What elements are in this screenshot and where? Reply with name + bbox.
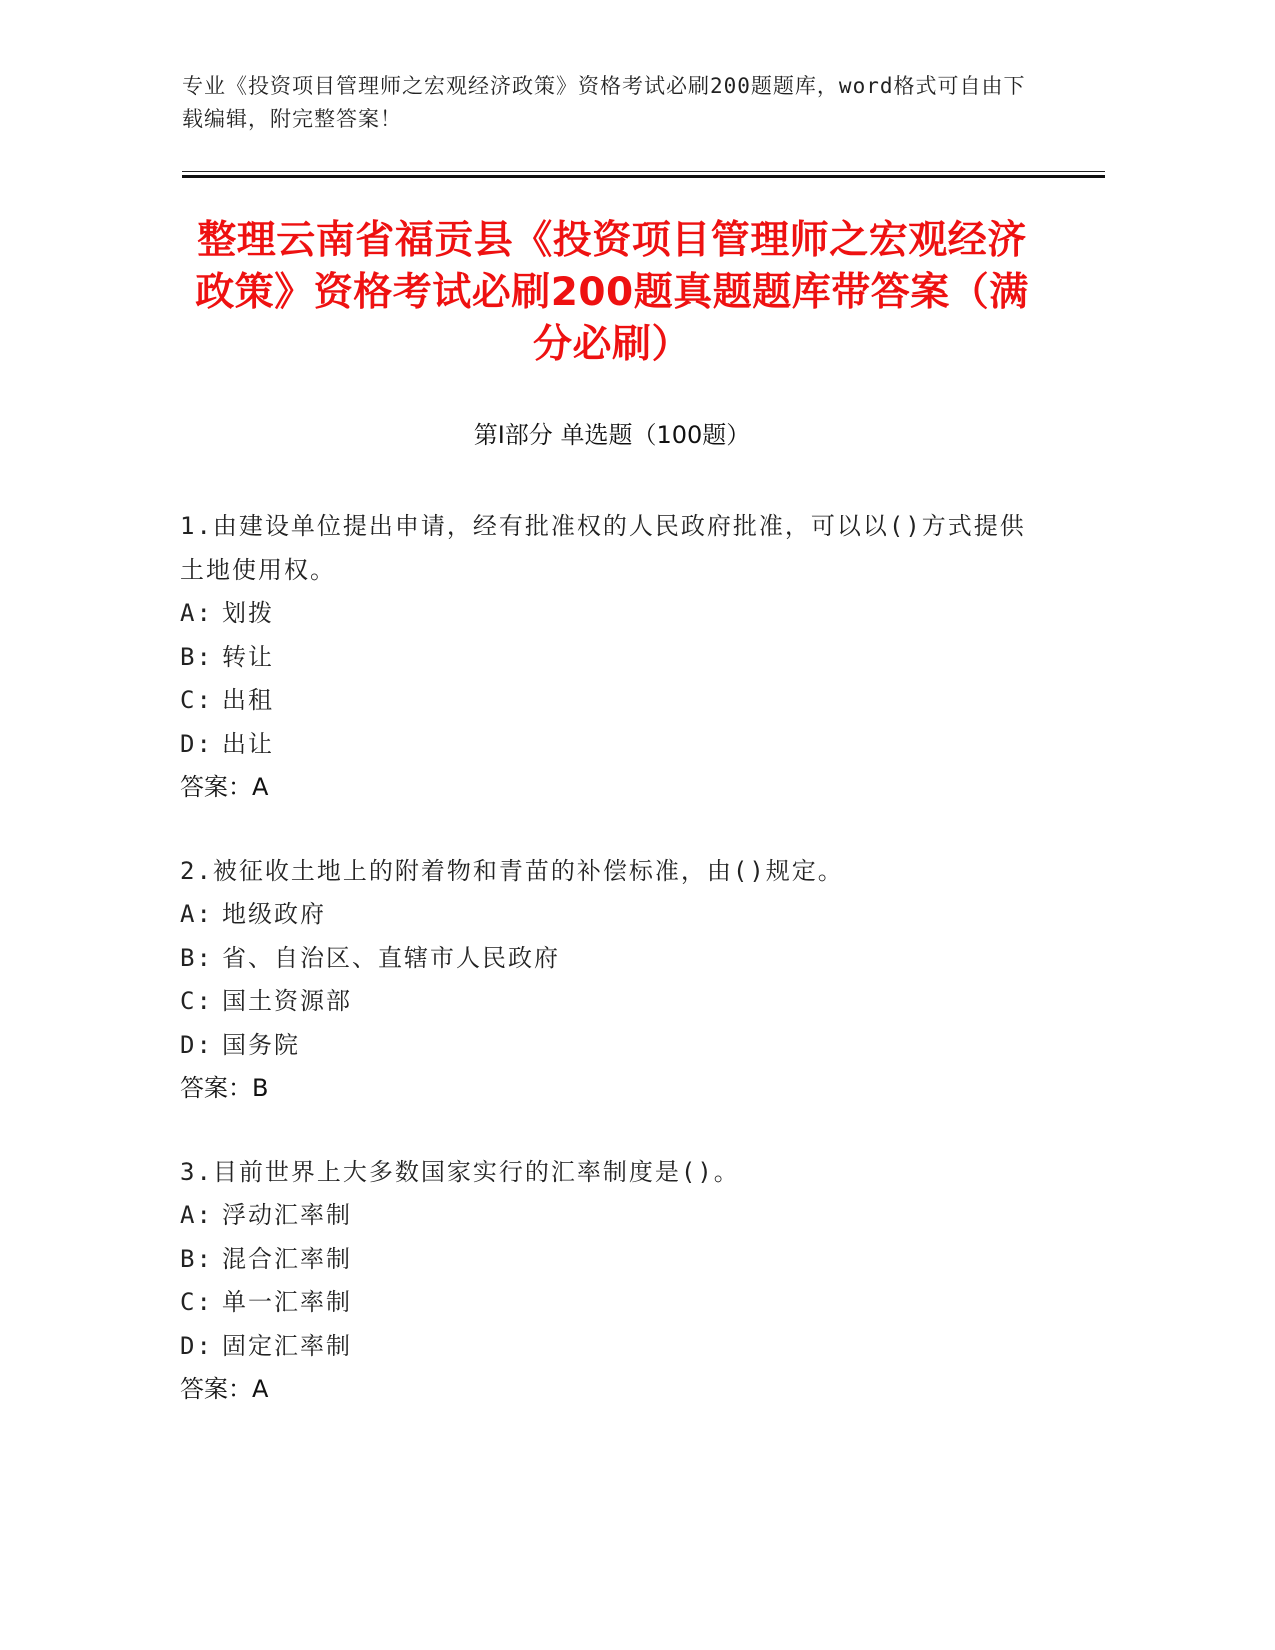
option-text: 地级政府 (222, 900, 326, 928)
option-text: 转让 (222, 642, 274, 671)
option-a (180, 592, 1040, 636)
option-d (180, 723, 1040, 767)
answer-label: 答案： (180, 1375, 252, 1403)
option-letter: D: (180, 1030, 213, 1059)
option-c (180, 980, 1040, 1024)
option-text: 单一汇率制 (222, 1288, 352, 1316)
option-text: 国土资源部 (222, 987, 352, 1015)
answer-line (180, 1368, 1040, 1412)
option-letter: B: (180, 642, 213, 671)
option-text: 省、自治区、直辖市人民政府 (222, 943, 560, 972)
option-letter: A: (180, 1201, 213, 1229)
option-b (180, 1238, 1040, 1282)
option-text: 固定汇率制 (222, 1331, 352, 1360)
option-letter: D: (180, 729, 213, 758)
header-divider-thin (182, 171, 1105, 172)
option-letter: B: (180, 1244, 213, 1273)
option-letter: D: (180, 1331, 213, 1360)
option-letter: C: (180, 987, 213, 1015)
option-letter: C: (180, 1288, 213, 1316)
option-b (180, 937, 1040, 981)
option-letter: C: (180, 686, 213, 714)
answer-line (180, 1067, 1040, 1111)
option-b (180, 636, 1040, 680)
option-d (180, 1024, 1040, 1068)
question-stem: 2.被征收土地上的附着物和青苗的补偿标准，由()规定。 (180, 856, 844, 885)
document-title: 整理云南省福贡县《投资项目管理师之宏观经济政策》资格考试必刷200题真题题库带答案（满分必刷） (195, 218, 1029, 367)
answer-line (180, 766, 1040, 810)
option-a (180, 1194, 1040, 1238)
option-a (180, 893, 1040, 937)
answer-value: B (252, 1074, 269, 1102)
option-letter: B: (180, 943, 213, 972)
option-text: 浮动汇率制 (222, 1201, 352, 1229)
question-1 (180, 505, 1040, 810)
option-letter: A: (180, 599, 213, 627)
header-note: 专业《投资项目管理师之宏观经济政策》资格考试必刷200题题库，word格式可自由下载编辑，附完整答案！ (182, 74, 1026, 131)
question-stem: 1.由建设单位提出申请，经有批准权的人民政府批准，可以以()方式提供土地使用权。 (180, 512, 1026, 584)
question-3 (180, 1151, 1040, 1412)
option-d (180, 1325, 1040, 1369)
answer-value: A (252, 1375, 269, 1403)
option-text: 混合汇率制 (222, 1244, 352, 1273)
option-c (180, 1281, 1040, 1325)
answer-label: 答案： (180, 1074, 252, 1102)
question-list (180, 505, 1040, 1452)
section-title: 第Ⅰ部分 单选题（100题） (473, 421, 751, 449)
option-text: 划拨 (222, 599, 274, 627)
header-divider-thick (182, 175, 1105, 178)
option-text: 出让 (222, 729, 274, 758)
option-text: 出租 (222, 686, 274, 714)
answer-label: 答案： (180, 773, 252, 801)
question-2 (180, 850, 1040, 1111)
answer-value: A (252, 773, 269, 801)
option-c (180, 679, 1040, 723)
question-stem: 3.目前世界上大多数国家实行的汇率制度是()。 (180, 1157, 740, 1186)
option-letter: A: (180, 900, 213, 928)
option-text: 国务院 (222, 1030, 300, 1059)
